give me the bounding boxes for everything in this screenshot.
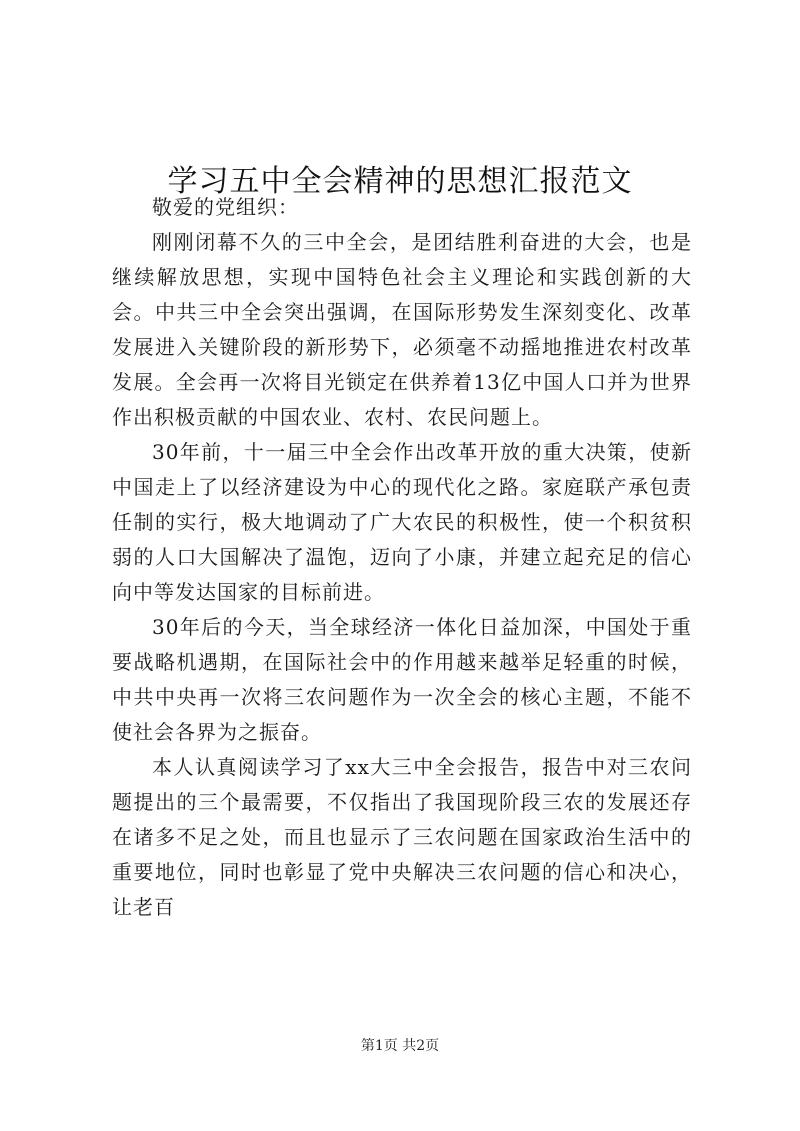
- document-body: [112, 190, 692, 925]
- paragraph-2: 30年前，十一届三中全会作出改革开放的重大决策，使新中国走上了以经济建设为中心的现代化之路。家庭联产承包责任制的实行，极大地调动了广大农民的积极性，使一个积贫积弱的人口大国解决了温饱，迈向了小康，并建立起充足的信心向中等发达国家的目标前进。: [112, 440, 692, 604]
- document-title: 学习五中全会精神的思想汇报范文: [167, 164, 633, 200]
- salutation: 敬爱的党组织：: [152, 195, 299, 219]
- page-footer: 第1页 共2页: [360, 1038, 440, 1054]
- paragraph-3: 30年后的今天，当全球经济一体化日益加深，中国处于重要战略机遇期，在国际社会中的作用越来越举足轻重的时候，中共中央再一次将三农问题作为一次全会的核心主题，不能不使社会各界为之振奋。: [112, 615, 692, 744]
- paragraph-4: 本人认真阅读学习了xx大三中全会报告，报告中对三农问题提出的三个最需要，不仅指出了我国现阶段三农的发展还存在诸多不足之处，而且也显示了三农问题在国家政治生活中的重要地位，同时也彰显了党中央解决三农问题的信心和决心，让老百: [112, 755, 692, 919]
- paragraph-1: 刚刚闭幕不久的三中全会，是团结胜利奋进的大会，也是继续解放思想，实现中国特色社会主义理论和实践创新的大会。中共三中全会突出强调，在国际形势发生深刻变化、改革发展进入关键阶段的新形势下，必须毫不动摇地推进农村改革发展。全会再一次将目光锁定在供养着13亿中国人口并为世界作出积极贡献的中国农业、农村、农民问题上。: [112, 230, 692, 429]
